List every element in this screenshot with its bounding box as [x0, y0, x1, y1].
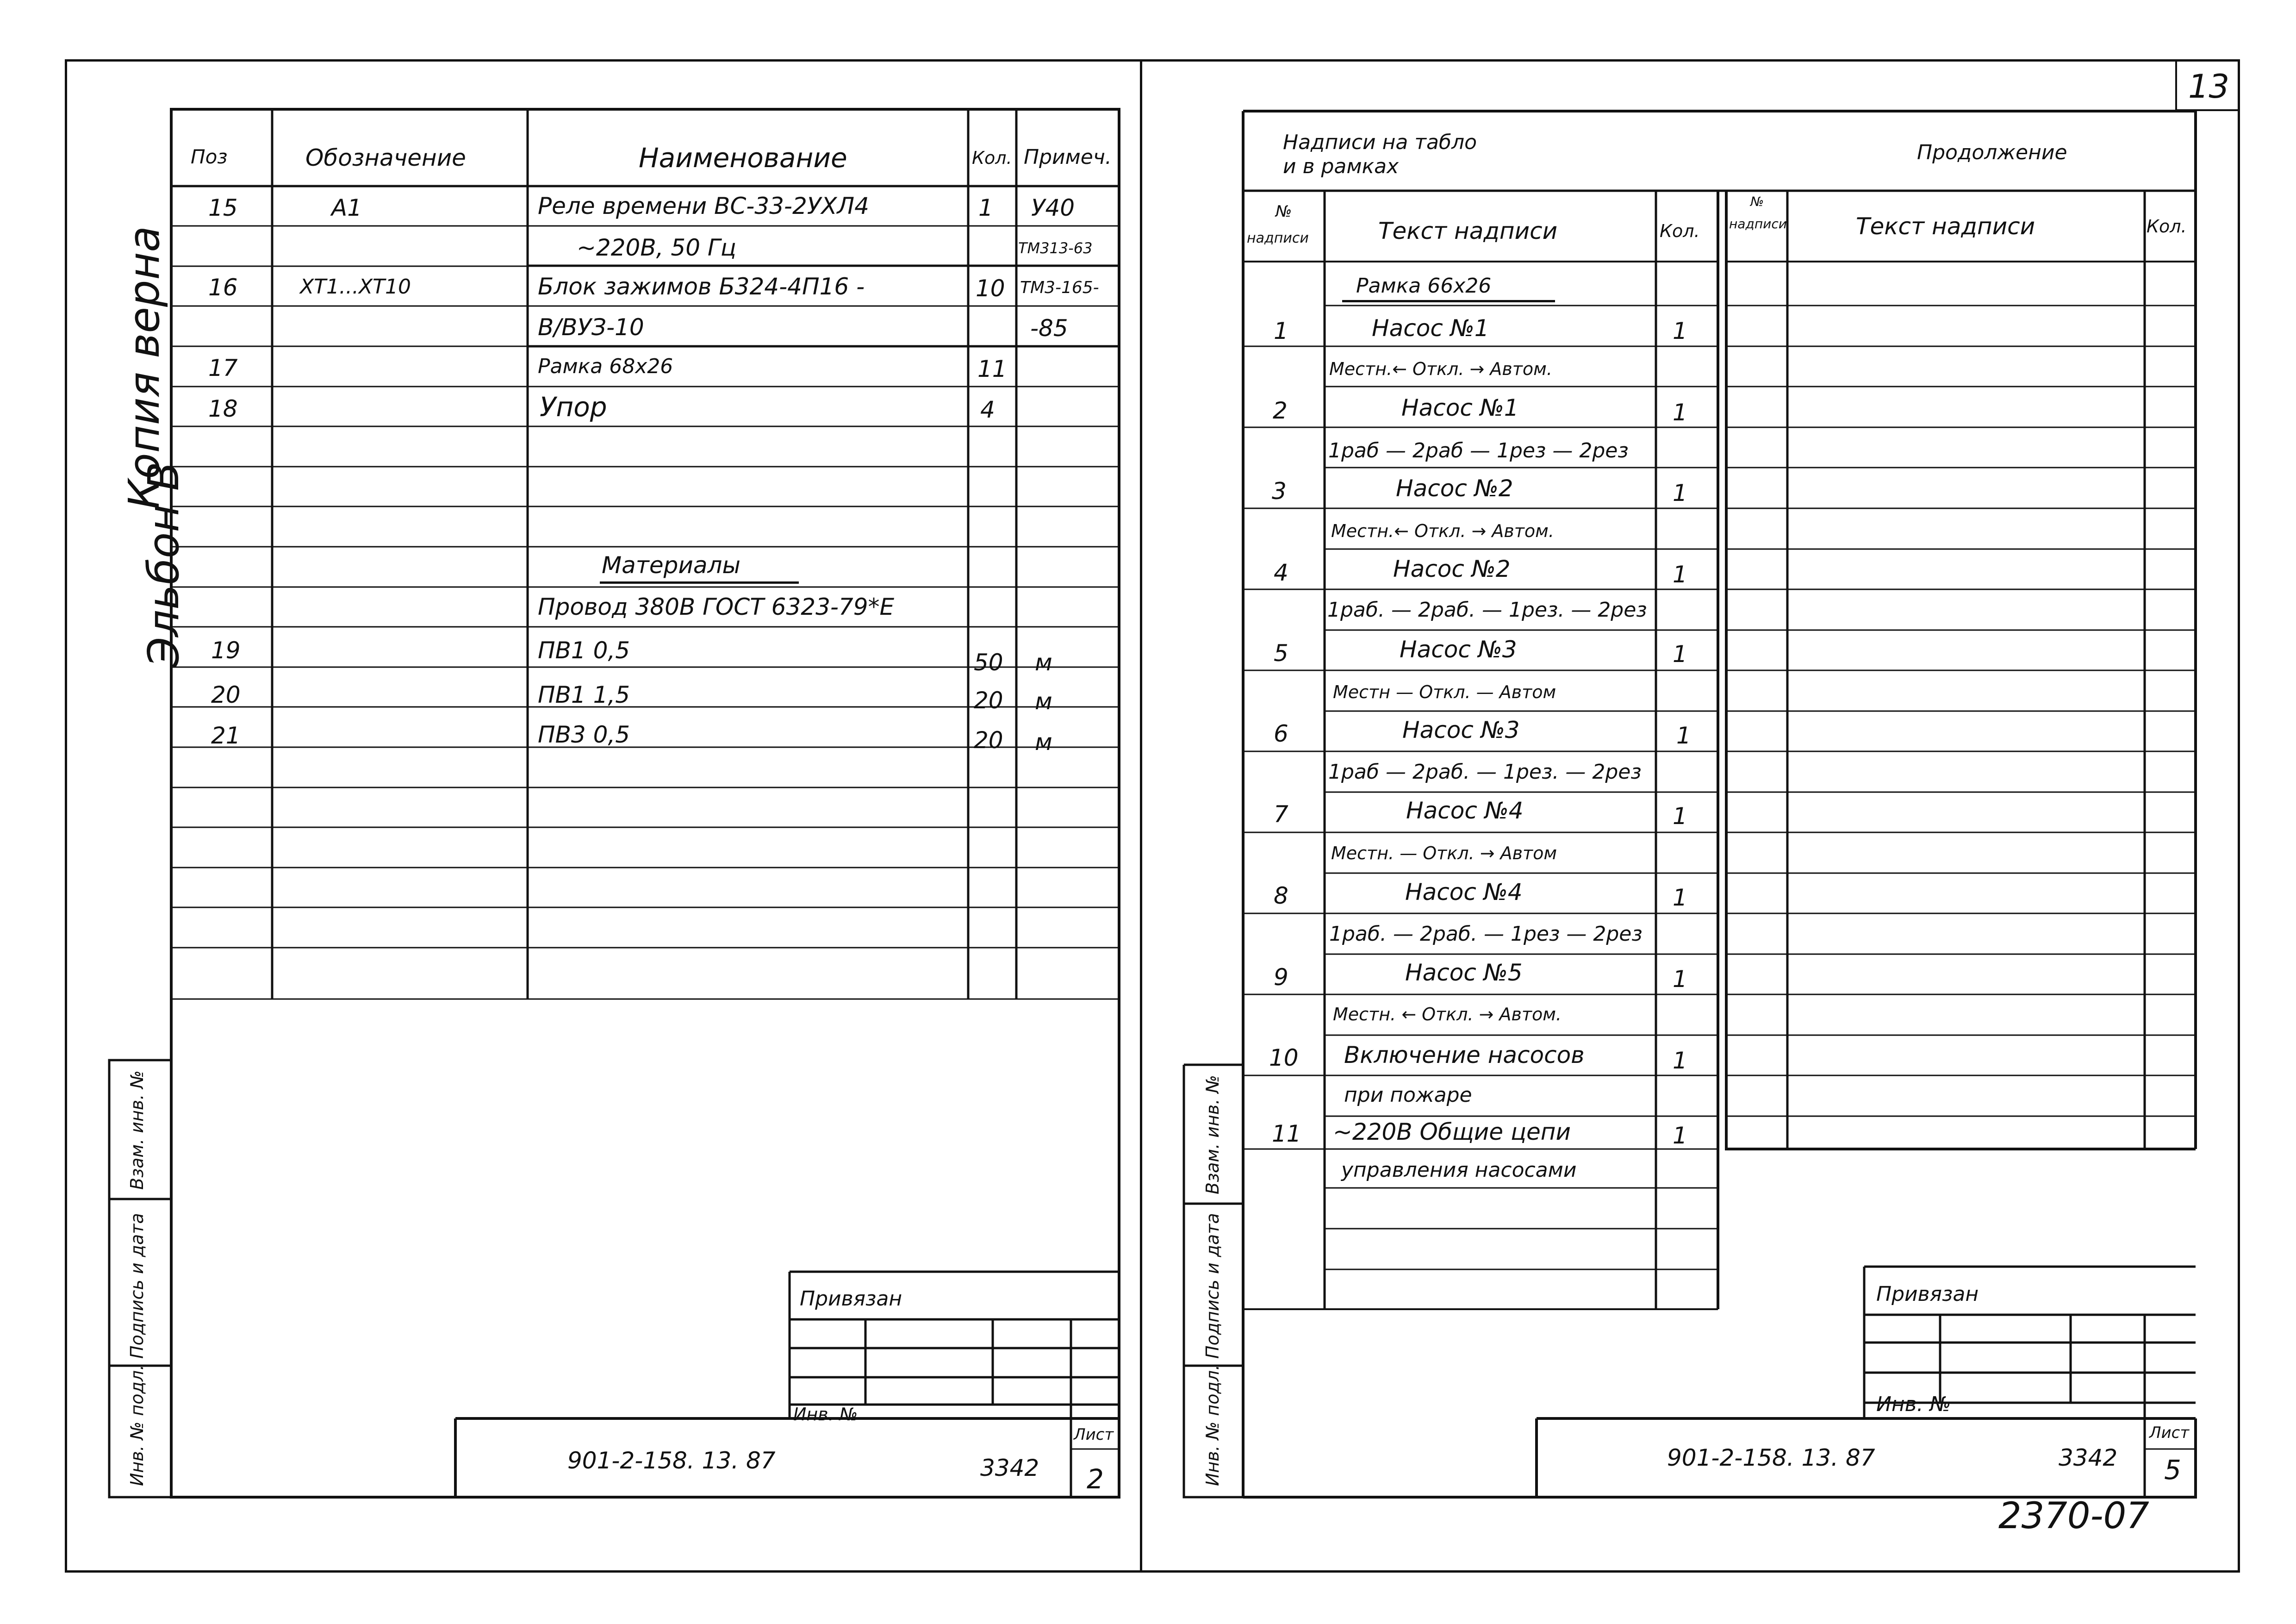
table-row-name: Упор — [540, 391, 607, 423]
right-title-continuation: Продолжение — [1917, 141, 2067, 164]
left-header-designation: Обозначение — [305, 144, 466, 171]
table-row-pos: 15 — [208, 194, 238, 221]
table-row-qty: 20 — [974, 687, 1003, 714]
table-row-text: Рамка 66х26 — [1356, 274, 1492, 298]
table-row-name: В/ВУЗ-10 — [538, 314, 644, 341]
table-row-qty: 11 — [977, 356, 1007, 382]
right-header-text-cont: Текст надписи — [1856, 213, 2035, 240]
table-row-text: Местн — Откл. — Автом — [1333, 682, 1556, 702]
left-stamp-attached: Привязан — [800, 1287, 902, 1311]
table-row-qty: 10 — [976, 275, 1005, 302]
left-stamp-doc: 3342 — [980, 1455, 1039, 1481]
right-stamp-code: 901-2-158. 13. 87 — [1667, 1444, 1875, 1471]
table-row-qty: 1 — [1676, 722, 1691, 749]
table-row-qty: 1 — [1673, 1047, 1687, 1074]
right-margin-label-signature: Подпись и дата — [1202, 1213, 1223, 1359]
table-row-qty: 1 — [1673, 803, 1687, 830]
right-header-qty: Кол. — [1660, 221, 1700, 241]
table-row-pos: 20 — [211, 681, 241, 708]
right-title-left: Надписи на табло — [1283, 131, 1477, 154]
table-row-note: м — [1035, 649, 1052, 676]
table-row-qty: 1 — [1673, 318, 1687, 344]
table-row-text: ~220В Общие цепи — [1333, 1118, 1571, 1145]
table-row-note: ТМ313-63 — [1018, 239, 1093, 257]
right-header-num: № — [1276, 202, 1292, 221]
table-row-text: Насос №5 — [1405, 959, 1523, 986]
table-row-text: Местн. — Откл. → Автом — [1331, 843, 1557, 863]
left-margin-label-replace: Взам. инв. № — [127, 1070, 147, 1190]
table-row-qty: 1 — [1673, 884, 1687, 911]
table-row-note: м — [1035, 688, 1052, 715]
side-note-album: Эльбон В — [139, 462, 188, 667]
table-row-text: Включение насосов — [1344, 1042, 1585, 1068]
table-row-text: Насос №2 — [1393, 556, 1511, 582]
table-row-text: Насос №1 — [1372, 315, 1489, 342]
table-row-text: 1раб. — 2раб. — 1рез — 2рез — [1329, 922, 1643, 946]
table-row-text: 1раб — 2раб. — 1рез. — 2рез — [1328, 760, 1642, 784]
table-row-note: У40 — [1031, 194, 1075, 221]
table-row-name: ПВ3 0,5 — [538, 721, 630, 748]
left-header-note: Примеч. — [1024, 145, 1112, 169]
table-row-name: ~220В, 50 Гц — [577, 234, 736, 261]
table-row-text: 1раб. — 2раб. — 1рез. — 2рез — [1327, 598, 1647, 622]
table-row-num: 3 — [1272, 478, 1287, 505]
right-header-qty-cont: Кол. — [2147, 216, 2187, 237]
table-row-text: Местн.← Откл. → Автом. — [1329, 359, 1552, 379]
table-row-qty: 20 — [974, 727, 1003, 754]
table-row-name: Провод 380В ГОСТ 6323-79*Е — [538, 593, 895, 620]
table-row-num: 2 — [1273, 397, 1288, 424]
table-row-qty: 1 — [978, 194, 993, 221]
left-header-name: Наименование — [639, 142, 847, 174]
table-row-qty: 1 — [1673, 641, 1687, 668]
table-row-name: Рамка 68х26 — [538, 355, 673, 378]
right-stamp-sheet-label: Лист — [2149, 1424, 2190, 1442]
right-stamp-attached: Привязан — [1876, 1282, 1979, 1306]
table-row-pos: 19 — [211, 637, 241, 664]
table-row-num: 1 — [1274, 318, 1288, 344]
right-stamp-sheet: 5 — [2164, 1454, 2181, 1486]
table-row-text: управления насосами — [1341, 1158, 1577, 1182]
table-row-qty: 1 — [1673, 966, 1687, 993]
table-row-text: 1раб — 2раб — 1рез — 2рез — [1328, 439, 1629, 462]
table-row-text: Насос №4 — [1405, 879, 1523, 906]
table-row-qty: 1 — [1673, 561, 1687, 588]
table-row-text: Насос №3 — [1402, 717, 1520, 743]
table-row-note: ТМ3-165- — [1020, 278, 1099, 297]
left-margin-label-inv: Инв. № подл. — [127, 1364, 147, 1486]
table-row-name: Реле времени ВС-33-2УХЛ4 — [538, 193, 869, 219]
table-row-text: Насос №2 — [1396, 475, 1513, 502]
right-title-left-2: и в рамках — [1283, 155, 1399, 178]
frame-underline — [1342, 300, 1555, 302]
right-header-num-cont-2: надписи — [1729, 216, 1787, 231]
table-row-pos: 18 — [208, 395, 238, 422]
left-stamp-sheet: 2 — [1087, 1463, 1104, 1495]
left-stamp-code: 901-2-158. 13. 87 — [567, 1447, 776, 1474]
table-row-num: 8 — [1274, 882, 1288, 909]
table-row-num: 9 — [1274, 964, 1288, 991]
side-note-copy: Копия верна — [119, 226, 169, 509]
table-row-qty: 1 — [1673, 1122, 1687, 1149]
table-row-name: Блок зажимов Б324-4П16 - — [538, 273, 865, 300]
table-row-num: 5 — [1274, 640, 1288, 667]
table-row-designation: А1 — [331, 194, 362, 221]
table-row-text: Насос №4 — [1406, 797, 1524, 824]
table-row-note: м — [1035, 729, 1052, 756]
table-row-note: -85 — [1030, 315, 1068, 342]
table-row-pos: 16 — [208, 274, 238, 301]
table-row-text: Насос №1 — [1401, 394, 1519, 421]
left-margin-label-signature: Подпись и дата — [127, 1213, 147, 1359]
right-header-num-2: надписи — [1247, 230, 1309, 246]
page-number: 13 — [2188, 68, 2230, 106]
left-header-pos: Поз — [191, 145, 228, 168]
table-row-text: при пожаре — [1344, 1083, 1472, 1107]
left-stamp-inv-no: Инв. № — [793, 1404, 858, 1424]
right-stamp-inv-no: Инв. № — [1876, 1393, 1951, 1416]
right-margin-label-inv: Инв. № подл. — [1202, 1364, 1223, 1486]
archive-number: 2370-07 — [1998, 1495, 2149, 1537]
table-row-qty: 1 — [1673, 480, 1687, 506]
table-row-num: 11 — [1272, 1120, 1301, 1147]
table-row-pos: 17 — [208, 355, 238, 381]
table-row-designation: XT1...XT10 — [300, 275, 411, 299]
table-row-text: Местн.← Откл. → Автом. — [1331, 521, 1554, 541]
left-stamp-sheet-label: Лист — [1074, 1425, 1114, 1444]
table-row-name: Материалы — [602, 552, 740, 579]
table-row-qty: 1 — [1673, 399, 1687, 426]
left-header-qty: Кол. — [972, 148, 1012, 168]
right-margin-label-replace: Взам. инв. № — [1202, 1074, 1223, 1194]
table-row-num: 4 — [1274, 559, 1288, 586]
table-row-text: Местн. ← Откл. → Автом. — [1333, 1004, 1562, 1024]
table-row-num: 10 — [1269, 1044, 1299, 1071]
table-row-name: ПВ1 0,5 — [538, 637, 630, 664]
table-row-name: ПВ1 1,5 — [538, 681, 630, 708]
right-header-text: Текст надписи — [1378, 218, 1558, 244]
right-header-num-cont: № — [1750, 194, 1764, 209]
table-row-text: Насос №3 — [1400, 636, 1517, 663]
table-row-num: 7 — [1274, 801, 1288, 828]
table-row-qty: 4 — [980, 396, 995, 423]
right-stamp-doc: 3342 — [2059, 1444, 2118, 1471]
table-row-num: 6 — [1274, 720, 1288, 747]
table-row-pos: 21 — [211, 722, 241, 749]
table-row-qty: 50 — [974, 649, 1003, 676]
